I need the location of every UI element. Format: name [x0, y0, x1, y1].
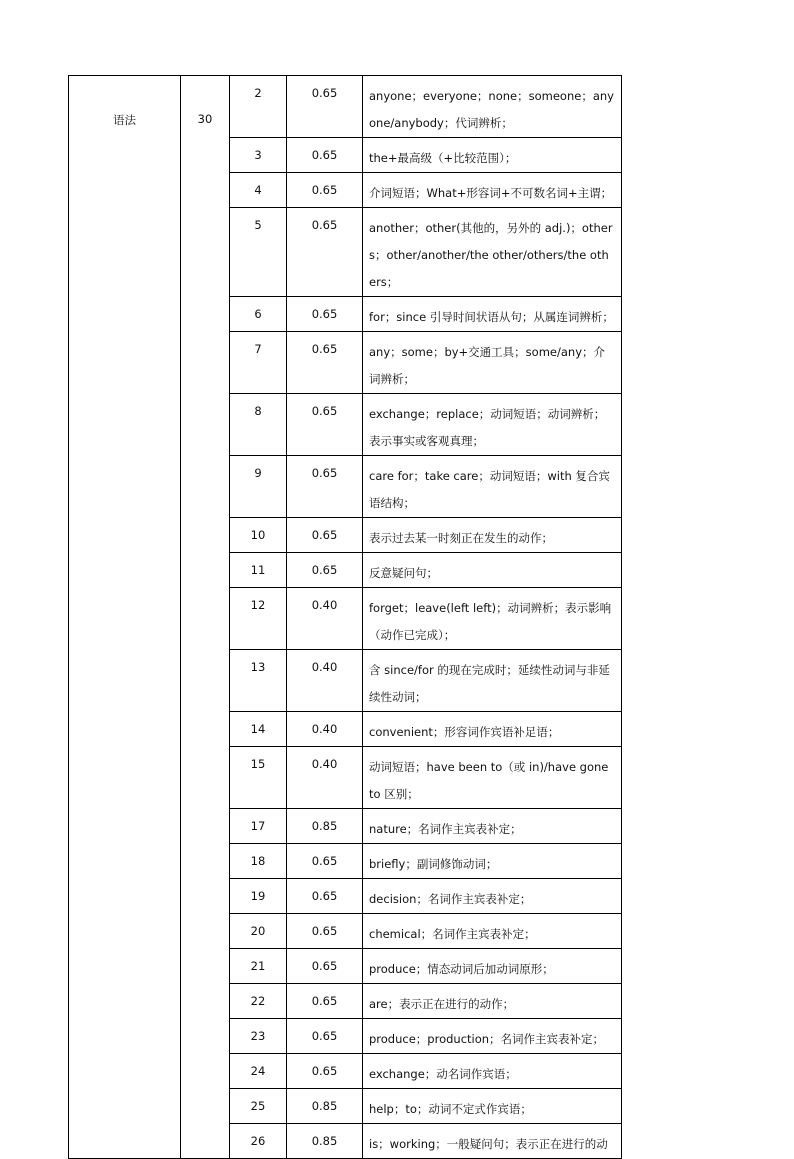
question-number: 11 [250, 563, 266, 577]
question-number-cell [230, 518, 287, 553]
difficulty-value-cell [287, 844, 363, 879]
knowledge-point: nature；名词作主宾表补定； [369, 822, 522, 836]
question-number: 14 [250, 722, 266, 736]
question-number: 21 [250, 959, 266, 973]
knowledge-point-cell [363, 76, 622, 138]
difficulty-value: 0.65 [311, 1029, 338, 1043]
knowledge-point: another；other(其他的，另外的 adj.)；others；other/another/the other/others/the others； [369, 221, 613, 289]
difficulty-value: 0.65 [311, 528, 338, 542]
difficulty-value: 0.65 [311, 959, 338, 973]
question-number: 12 [250, 598, 266, 612]
difficulty-value: 0.65 [311, 342, 338, 356]
difficulty-value-cell [287, 173, 363, 208]
question-number: 19 [250, 889, 266, 903]
question-number-cell [230, 650, 287, 712]
knowledge-point-cell [363, 844, 622, 879]
knowledge-point-cell [363, 297, 622, 332]
difficulty-value-cell [287, 1124, 363, 1159]
difficulty-value-cell [287, 553, 363, 588]
question-number: 3 [254, 148, 262, 162]
knowledge-point: briefly；副词修饰动词； [369, 857, 498, 871]
difficulty-value: 0.65 [311, 148, 338, 162]
difficulty-value-cell [287, 297, 363, 332]
question-number: 18 [250, 854, 266, 868]
difficulty-value: 0.65 [311, 218, 338, 232]
knowledge-point: exchange；replace；动词短语；动词辨析；表示事实或客观真理； [369, 407, 606, 448]
question-number-cell [230, 1054, 287, 1089]
difficulty-value-cell [287, 76, 363, 138]
difficulty-value: 0.85 [311, 819, 338, 833]
knowledge-point-cell [363, 914, 622, 949]
question-number: 23 [250, 1029, 266, 1043]
knowledge-point-cell [363, 456, 622, 518]
question-number: 22 [250, 994, 266, 1008]
difficulty-value: 0.65 [311, 1064, 338, 1078]
difficulty-value-cell [287, 332, 363, 394]
question-number: 25 [250, 1099, 266, 1113]
question-number-cell [230, 984, 287, 1019]
difficulty-value-cell [287, 809, 363, 844]
knowledge-point: any；some；by+交通工具；some/any；介词辨析； [369, 345, 606, 386]
difficulty-value: 0.40 [311, 757, 338, 771]
knowledge-point: is；working；一般疑问句；表示正在进行的动 [369, 1137, 608, 1151]
knowledge-point-cell [363, 712, 622, 747]
difficulty-value: 0.65 [311, 889, 338, 903]
knowledge-point-cell [363, 173, 622, 208]
difficulty-value: 0.65 [311, 994, 338, 1008]
knowledge-point-cell [363, 984, 622, 1019]
difficulty-value-cell [287, 208, 363, 297]
knowledge-point: 动词短语；have been to（或 in)/have gone to 区别； [369, 760, 609, 801]
question-number: 10 [250, 528, 266, 542]
knowledge-point: are；表示正在进行的动作； [369, 997, 515, 1011]
question-number: 15 [250, 757, 266, 771]
difficulty-value: 0.65 [311, 563, 338, 577]
difficulty-value: 0.65 [311, 307, 338, 321]
question-number-cell [230, 747, 287, 809]
knowledge-point: forget；leave(left left)；动词辨析；表示影响（动作已完成）； [369, 601, 612, 642]
question-number-cell [230, 588, 287, 650]
difficulty-value-cell [287, 394, 363, 456]
question-number: 8 [254, 404, 262, 418]
category-cell [69, 76, 181, 1159]
difficulty-value-cell [287, 1019, 363, 1054]
question-number-cell [230, 394, 287, 456]
difficulty-value-cell [287, 518, 363, 553]
knowledge-point: convenient；形容词作宾语补足语； [369, 725, 560, 739]
question-number-cell [230, 1124, 287, 1159]
difficulty-value-cell [287, 914, 363, 949]
knowledge-point-cell [363, 138, 622, 173]
question-number: 24 [250, 1064, 266, 1078]
question-number: 17 [250, 819, 266, 833]
knowledge-point-cell [363, 879, 622, 914]
question-number: 2 [254, 86, 262, 100]
knowledge-point-cell [363, 1124, 622, 1159]
question-number-cell [230, 914, 287, 949]
question-number-cell [230, 809, 287, 844]
question-number-cell [230, 456, 287, 518]
knowledge-point-cell [363, 1019, 622, 1054]
table-body [69, 76, 622, 1159]
question-number-cell [230, 173, 287, 208]
difficulty-value: 0.65 [311, 86, 338, 100]
question-number-cell [230, 1019, 287, 1054]
knowledge-point: exchange；动名词作宾语； [369, 1067, 517, 1081]
knowledge-point: anyone；everyone；none；someone；anyone/anybody；代词辨析； [369, 89, 614, 130]
difficulty-value: 0.85 [311, 1099, 338, 1113]
knowledge-point-cell [363, 809, 622, 844]
question-number-cell [230, 332, 287, 394]
knowledge-point-cell [363, 1089, 622, 1124]
difficulty-value-cell [287, 456, 363, 518]
question-number: 4 [254, 183, 262, 197]
question-number-cell [230, 208, 287, 297]
question-number: 5 [254, 218, 262, 232]
knowledge-point-cell [363, 553, 622, 588]
knowledge-point-cell [363, 588, 622, 650]
question-number-cell [230, 879, 287, 914]
difficulty-value-cell [287, 1089, 363, 1124]
knowledge-point: 反意疑问句； [369, 566, 438, 580]
knowledge-point: 表示过去某一时刻正在发生的动作； [369, 531, 553, 545]
difficulty-value: 0.65 [311, 854, 338, 868]
knowledge-point: 含 since/for 的现在完成时；延续性动词与非延续性动词； [369, 663, 610, 704]
knowledge-point: produce；production；名词作主宾表补定； [369, 1032, 605, 1046]
knowledge-point-cell [363, 394, 622, 456]
difficulty-value-cell [287, 138, 363, 173]
difficulty-value: 0.65 [311, 924, 338, 938]
difficulty-value-cell [287, 747, 363, 809]
knowledge-point-cell [363, 332, 622, 394]
knowledge-point: care for；take care；动词短语；with 复合宾语结构； [369, 469, 610, 510]
question-number: 7 [254, 342, 262, 356]
table-row [69, 76, 622, 138]
question-number: 6 [254, 307, 262, 321]
knowledge-point: decision；名词作主宾表补定； [369, 892, 532, 906]
knowledge-point: the+最高级（+比较范围）； [369, 151, 517, 165]
knowledge-point-cell [363, 1054, 622, 1089]
question-number: 13 [250, 660, 266, 674]
question-number: 20 [250, 924, 266, 938]
question-number-cell [230, 1089, 287, 1124]
knowledge-point-cell [363, 208, 622, 297]
knowledge-point: 介词短语；What+形容词+不可数名词+主谓； [369, 186, 613, 200]
knowledge-point-cell [363, 518, 622, 553]
knowledge-point-cell [363, 650, 622, 712]
knowledge-point: for；since 引导时间状语从句；从属连词辨析； [369, 310, 614, 324]
difficulty-value: 0.40 [311, 598, 338, 612]
difficulty-value: 0.40 [311, 722, 338, 736]
difficulty-value: 0.85 [311, 1134, 338, 1148]
difficulty-value: 0.65 [311, 404, 338, 418]
knowledge-point: produce；情态动词后加动词原形； [369, 962, 554, 976]
knowledge-point: chemical；名词作主宾表补定； [369, 927, 536, 941]
difficulty-value: 0.65 [311, 183, 338, 197]
score-cell [181, 76, 230, 1159]
difficulty-value-cell [287, 879, 363, 914]
question-number-cell [230, 949, 287, 984]
difficulty-value: 0.65 [311, 466, 338, 480]
difficulty-value-cell [287, 1054, 363, 1089]
question-number-cell [230, 297, 287, 332]
question-number-cell [230, 553, 287, 588]
question-number: 26 [250, 1134, 266, 1148]
difficulty-value: 0.40 [311, 660, 338, 674]
difficulty-value-cell [287, 650, 363, 712]
difficulty-value-cell [287, 949, 363, 984]
knowledge-point-table [68, 75, 622, 1159]
difficulty-value-cell [287, 712, 363, 747]
knowledge-point-cell [363, 949, 622, 984]
knowledge-point: help；to；动词不定式作宾语； [369, 1102, 532, 1116]
score-value: 30 [197, 112, 213, 126]
question-number-cell [230, 844, 287, 879]
difficulty-value-cell [287, 984, 363, 1019]
difficulty-value-cell [287, 588, 363, 650]
question-number-cell [230, 712, 287, 747]
knowledge-point-cell [363, 747, 622, 809]
category-label: 语法 [113, 113, 136, 127]
question-number-cell [230, 76, 287, 138]
question-number-cell [230, 138, 287, 173]
question-number: 9 [254, 466, 262, 480]
